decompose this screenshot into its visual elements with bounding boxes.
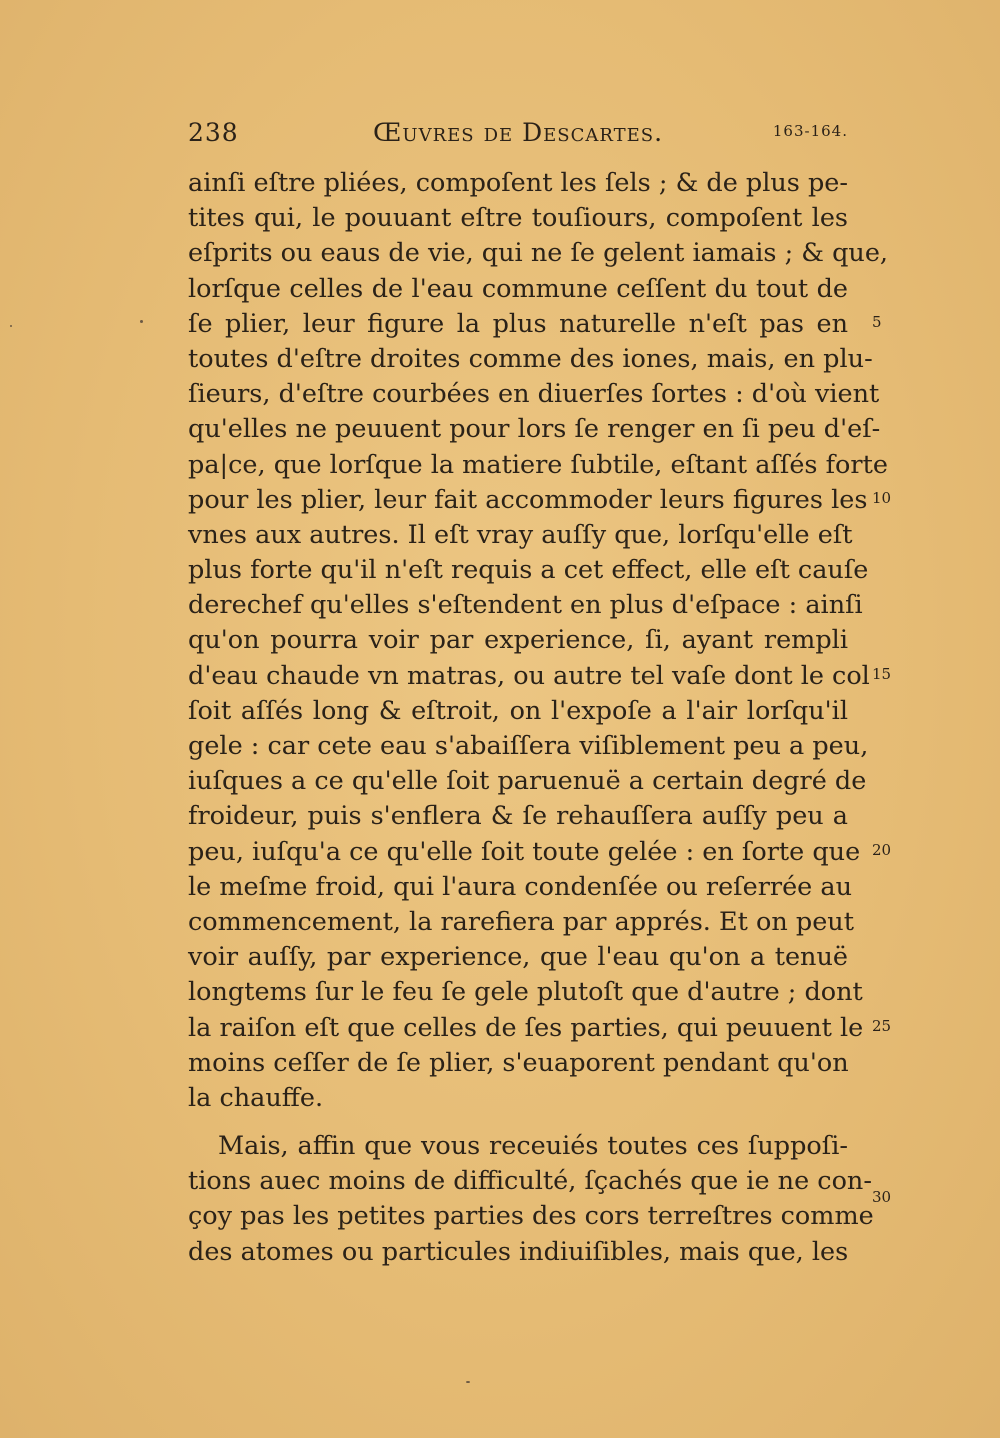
text-line: pour les plier, leur fait accommoder leurs figures les [188,484,868,515]
text-line: peu, iuſqu'a ce qu'elle ſoit toute gelée : en ſorte que [188,836,861,867]
page-header [188,118,848,158]
text-line: froideur, puis s'enflera & ſe rehauſſera auſſy peu a [188,801,848,832]
text-line: toutes d'eſtre droites comme des iones, mais, en plu- [188,343,873,374]
text-line: derechef qu'elles s'eſtendent en plus d'eſpace : ainſi [188,590,863,621]
paper-speck [10,325,12,327]
paper-speck [466,1381,470,1383]
text-line: la raiſon eſt que celles de ſes parties, qui peuuent le [188,1012,864,1043]
text-line: vnes aux autres. Il eſt vray auſſy que, lorſqu'elle eſt [188,519,853,550]
text-line: voir auſſy, par experience, que l'eau qu'on a tenuë [188,942,848,973]
line-number-marker: 5 [872,313,882,331]
text-line: longtems ſur le feu ſe gele plutoſt que d'autre ; dont [188,977,863,1008]
text-line: ſe plier, leur figure la plus naturelle n'eſt pas en [188,308,848,339]
line-number-marker: 15 [872,665,892,683]
text-line: pa|ce, que lorſque la matiere ſubtile, eſtant aſſés forte [188,449,888,480]
text-line: gele : car cete eau s'abaiſſera viſiblement peu a peu, [188,731,869,761]
text-line: ſoit aſſés long & eſtroit, on l'expoſe a l'air lorſqu'il [188,695,848,726]
text-line: d'eau chaude vn matras, ou autre tel vaſe dont le col [188,660,870,691]
text-line: moins ceſſer de ſe plier, s'euaporent pendant qu'on [188,1047,849,1078]
text-line: ſieurs, d'eſtre courbées en diuerſes ſortes : d'où vient [188,379,880,410]
text-line: la chauffe. [188,1082,324,1113]
text-line: çoy pas les petites parties des cors terreſtres comme [188,1201,874,1232]
line-number-marker: 20 [872,841,892,859]
section-range: 163-164. [772,122,848,140]
line-number-marker: 30 [872,1188,892,1206]
line-number-marker: 25 [872,1017,892,1035]
text-line: tites qui, le pouuant eſtre touſiours, compoſent les [188,203,848,234]
text-line: qu'elles ne peuuent pour lors ſe renger en ſi peu d'eſ- [188,414,881,445]
text-line: iuſques a ce qu'elle ſoit paruenuë a certain degré de [188,766,867,797]
page-number: 238 [188,118,239,147]
text-line: tions auec moins de difficulté, ſçachés que ie ne con- [188,1166,872,1197]
text-line: eſprits ou eaus de vie, qui ne ſe gelent iamais ; & que, [188,238,889,269]
text-line: Mais, affin que vous receuiés toutes ces ſuppoſi- [218,1131,848,1162]
text-line: des atomes ou particules indiuiſibles, mais que, les [188,1236,849,1267]
text-line: plus forte qu'il n'eſt requis a cet effect, elle eſt cauſe [188,555,869,586]
text-line: qu'on pourra voir par experience, ſi, ayant rempli [188,625,848,656]
text-line: lorſque celles de l'eau commune ceſſent du tout de [188,273,848,304]
text-line: le meſme froid, qui l'aura condenſée ou reſerrée au [188,871,853,902]
paper-speck [140,320,143,323]
line-number-marker: 10 [872,489,892,507]
running-title: Œuvres de Descartes. [373,118,664,147]
text-line: ainſi eſtre pliées, compoſent les ſels ; & de plus pe- [188,168,849,198]
text-line: commencement, la rarefiera par apprés. Et on peut [188,906,854,937]
